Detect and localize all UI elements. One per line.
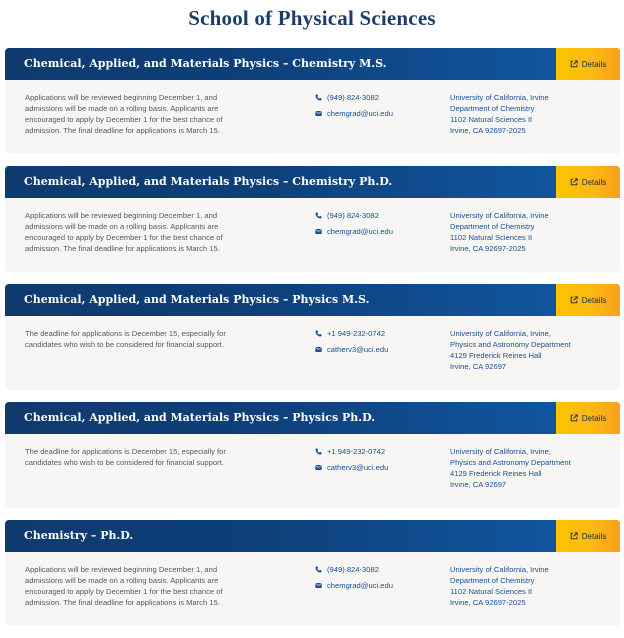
program-card-header bbox=[5, 166, 620, 198]
program-title: Chemical, Applied, and Materials Physics – Physics M.S. bbox=[24, 293, 370, 306]
address-line: Irvine, CA 92697 bbox=[450, 362, 507, 371]
program-description bbox=[25, 446, 273, 490]
program-address bbox=[450, 328, 571, 372]
phone-row[interactable] bbox=[315, 92, 439, 103]
email-row[interactable] bbox=[315, 344, 439, 355]
address-line: Irvine, CA 92697 bbox=[450, 480, 507, 489]
description-line: candidates who wish to be considered for financial support. bbox=[25, 458, 224, 467]
email-row[interactable] bbox=[315, 462, 439, 473]
email-row[interactable] bbox=[315, 226, 439, 237]
description-line: Applications will be reviewed beginning December 1, and bbox=[25, 93, 218, 102]
description-line: admissions will be made on a rolling basis. Applicants are bbox=[25, 222, 219, 231]
description-line: admission. The final deadline for applications is March 15. bbox=[25, 598, 220, 607]
email-link[interactable]: chemgrad@uci.edu bbox=[327, 581, 393, 590]
address-line: Department of Chemistry bbox=[450, 222, 535, 231]
program-card-body bbox=[5, 198, 620, 254]
program-address bbox=[450, 210, 549, 254]
address-line: Physics and Astronomy Department bbox=[450, 458, 571, 467]
envelope-icon bbox=[315, 346, 325, 353]
external-link-icon bbox=[570, 532, 578, 540]
phone-row[interactable] bbox=[315, 210, 439, 221]
program-contact bbox=[315, 446, 439, 490]
description-line: admission. The final deadline for applications is March 15. bbox=[25, 244, 220, 253]
phone-row[interactable] bbox=[315, 564, 439, 575]
phone-number[interactable]: (949) 824-3082 bbox=[327, 211, 379, 220]
email-link[interactable]: catherv3@uci.edu bbox=[327, 345, 389, 354]
email-link[interactable]: chemgrad@uci.edu bbox=[327, 227, 393, 236]
description-line: admissions will be made on a rolling basis. Applicants are bbox=[25, 104, 219, 113]
program-description bbox=[25, 328, 273, 372]
details-label: Details bbox=[581, 177, 607, 187]
details-label: Details bbox=[581, 295, 607, 305]
address-line: University of California, Irvine, bbox=[450, 447, 551, 456]
details-label: Details bbox=[581, 59, 607, 69]
external-link-icon bbox=[570, 178, 578, 186]
description-line: candidates who wish to be considered for financial support. bbox=[25, 340, 224, 349]
program-card-body bbox=[5, 316, 620, 372]
details-button[interactable] bbox=[556, 402, 620, 434]
program-description bbox=[25, 210, 273, 254]
email-link[interactable]: catherv3@uci.edu bbox=[327, 463, 389, 472]
page-title: School of Physical Sciences bbox=[188, 6, 436, 30]
description-line: admission. The final deadline for applications is March 15. bbox=[25, 126, 220, 135]
email-link[interactable]: chemgrad@uci.edu bbox=[327, 109, 393, 118]
address-line: 4129 Frederick Reines Hall bbox=[450, 351, 542, 360]
phone-icon bbox=[315, 566, 325, 573]
program-card-header bbox=[5, 284, 620, 316]
address-line: 1102 Natural Sciences II bbox=[450, 115, 533, 124]
program-card bbox=[5, 402, 620, 508]
address-line: 1102 Natural Sciences II bbox=[450, 233, 533, 242]
details-button[interactable] bbox=[556, 284, 620, 316]
address-line: University of California, Irvine bbox=[450, 565, 549, 574]
program-address bbox=[450, 564, 549, 608]
description-line: The deadline for applications is December 15, especially for bbox=[25, 447, 226, 456]
address-line: University of California, Irvine bbox=[450, 211, 549, 220]
description-line: admissions will be made on a rolling basis. Applicants are bbox=[25, 576, 219, 585]
details-label: Details bbox=[581, 531, 607, 541]
description-line: Applications will be reviewed beginning December 1, and bbox=[25, 211, 218, 220]
program-card bbox=[5, 166, 620, 272]
phone-row[interactable] bbox=[315, 328, 439, 339]
envelope-icon bbox=[315, 228, 325, 235]
address-line: Physics and Astronomy Department bbox=[450, 340, 571, 349]
program-title: Chemistry – Ph.D. bbox=[24, 529, 134, 542]
phone-number[interactable]: +1 949-232-0742 bbox=[327, 447, 386, 456]
address-line: University of California, Irvine, bbox=[450, 329, 551, 338]
email-row[interactable] bbox=[315, 108, 439, 119]
envelope-icon bbox=[315, 110, 325, 117]
external-link-icon bbox=[570, 296, 578, 304]
program-card bbox=[5, 520, 620, 626]
address-line: 1102 Natural Sciences II bbox=[450, 587, 533, 596]
program-list bbox=[5, 48, 620, 638]
details-button[interactable] bbox=[556, 48, 620, 80]
program-description bbox=[25, 564, 273, 608]
description-line: The deadline for applications is December 15, especially for bbox=[25, 329, 226, 338]
program-title: Chemical, Applied, and Materials Physics – Chemistry Ph.D. bbox=[24, 175, 393, 188]
program-card-body bbox=[5, 80, 620, 136]
envelope-icon bbox=[315, 464, 325, 471]
description-line: encouraged to apply by December 1 for the best chance of bbox=[25, 587, 223, 596]
program-contact bbox=[315, 328, 439, 372]
address-line: University of California, Irvine bbox=[450, 93, 549, 102]
phone-number[interactable]: +1 949-232-0742 bbox=[327, 329, 386, 338]
program-contact bbox=[315, 210, 439, 254]
address-line: Department of Chemistry bbox=[450, 576, 535, 585]
program-card bbox=[5, 284, 620, 390]
description-line: encouraged to apply by December 1 for the best chance of bbox=[25, 115, 223, 124]
phone-number[interactable]: (949) 824-3082 bbox=[327, 93, 379, 102]
program-contact bbox=[315, 92, 439, 136]
program-address bbox=[450, 92, 549, 136]
details-label: Details bbox=[581, 413, 607, 423]
phone-icon bbox=[315, 330, 325, 337]
address-line: Irvine, CA 92697-2025 bbox=[450, 598, 526, 607]
external-link-icon bbox=[570, 60, 578, 68]
address-line: Irvine, CA 92697-2025 bbox=[450, 244, 526, 253]
program-card-header bbox=[5, 520, 620, 552]
address-line: Irvine, CA 92697-2025 bbox=[450, 126, 526, 135]
external-link-icon bbox=[570, 414, 578, 422]
description-line: encouraged to apply by December 1 for the best chance of bbox=[25, 233, 223, 242]
program-card-header bbox=[5, 48, 620, 80]
program-card-body bbox=[5, 552, 620, 608]
phone-icon bbox=[315, 212, 325, 219]
program-title: Chemical, Applied, and Materials Physics – Physics Ph.D. bbox=[24, 411, 376, 424]
phone-icon bbox=[315, 94, 325, 101]
program-title: Chemical, Applied, and Materials Physics – Chemistry M.S. bbox=[24, 57, 387, 70]
program-card bbox=[5, 48, 620, 154]
email-row[interactable] bbox=[315, 580, 439, 591]
address-line: 4129 Frederick Reines Hall bbox=[450, 469, 542, 478]
phone-icon bbox=[315, 448, 325, 455]
program-contact bbox=[315, 564, 439, 608]
address-line: Department of Chemistry bbox=[450, 104, 535, 113]
program-card-body bbox=[5, 434, 620, 490]
envelope-icon bbox=[315, 582, 325, 589]
phone-number[interactable]: (949) 824-3082 bbox=[327, 565, 379, 574]
description-line: Applications will be reviewed beginning December 1, and bbox=[25, 565, 218, 574]
phone-row[interactable] bbox=[315, 446, 439, 457]
program-address bbox=[450, 446, 571, 490]
program-card-header bbox=[5, 402, 620, 434]
details-button[interactable] bbox=[556, 520, 620, 552]
details-button[interactable] bbox=[556, 166, 620, 198]
program-description bbox=[25, 92, 273, 136]
